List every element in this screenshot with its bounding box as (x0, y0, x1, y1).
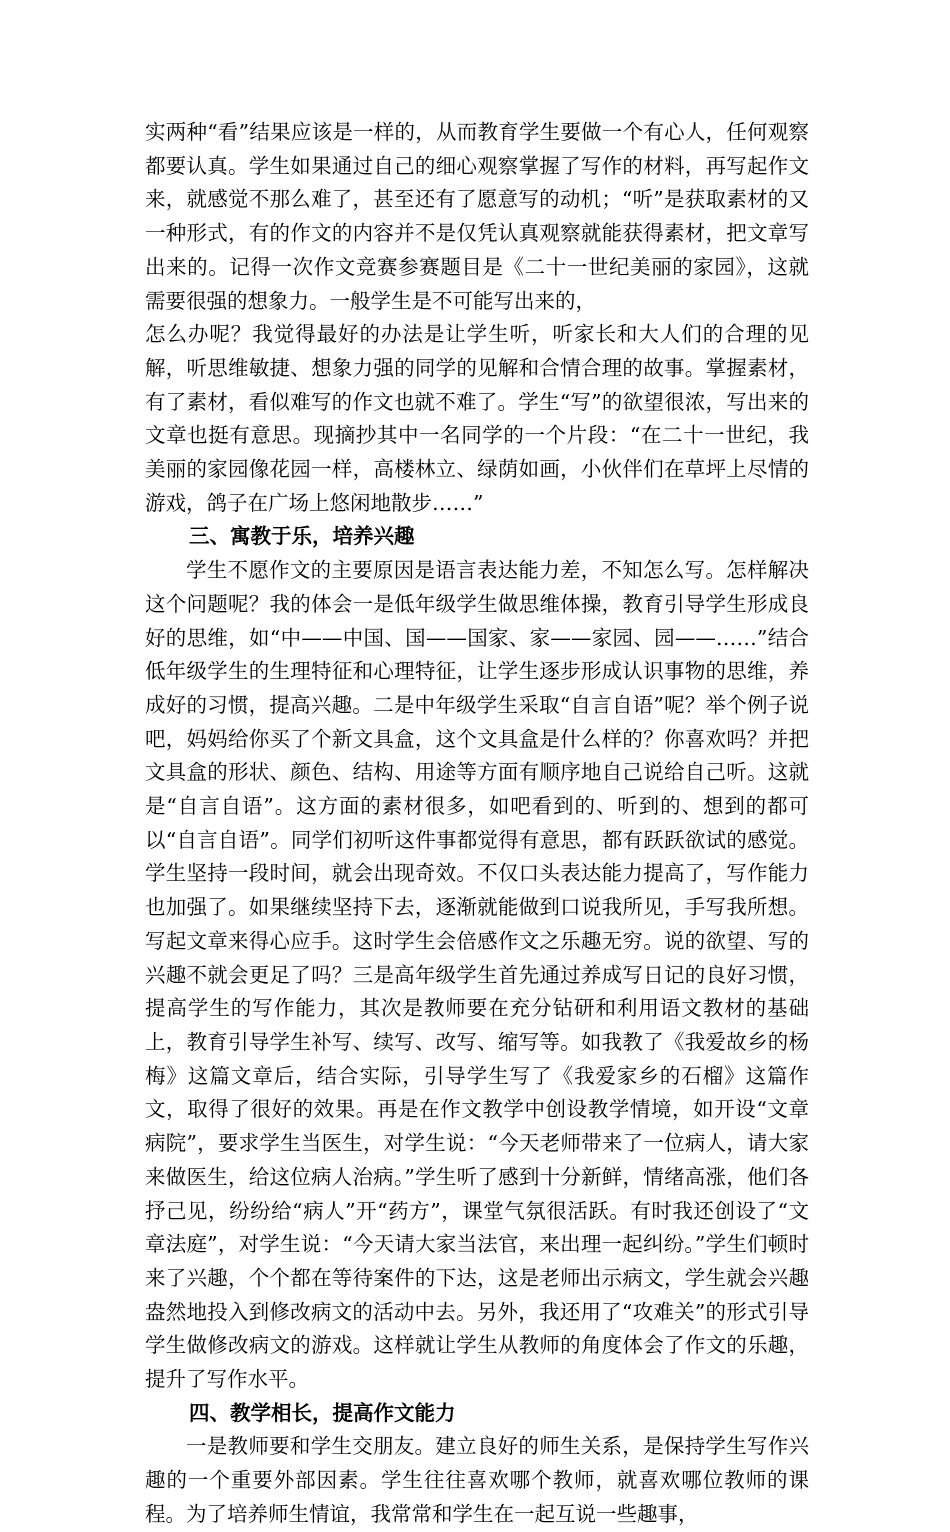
section-heading-3: 三、寓教于乐，培养兴趣 (189, 524, 415, 549)
section-heading-4: 四、教学相长，提高作文能力 (189, 1400, 456, 1425)
section-4-body: 一是教师要和学生交朋友。建立良好的师生关系，是保持学生写作兴趣的一个重要外部因素。学生往往喜欢哪个教师，就喜欢哪位教师的课程。为了培养师生情谊，我常常和学生在一起互说一些趣事， (145, 1434, 809, 1526)
paragraph-observation-listening: 实两种“看”结果应该是一样的，从而教育学生要做一个有心人，任何观察都要认真。学生如果通过自己的细心观察掌握了写作的材料，再写起作文来，就感觉不那么难了，甚至还有了愿意写的动机；“听”是获取素材的又一种形式，有的作文的内容并不是仅凭认真观察就能获得素材，把文章写出来的。记得一次作文竞赛参赛题目是《二十一世纪美丽的家园》，这就需要很强的想象力。一般学生是不可能写出来的， (145, 120, 809, 313)
paragraph-listening-example: 怎么办呢？我觉得最好的办法是让学生听，听家长和大人们的合理的见解，听思维敏捷、想象力强的同学的见解和合情合理的故事。掌握素材，有了素材，看似难写的作文也就不难了。学生“写”的欲望很浓，写出来的文章也挺有意思。现摘抄其中一名同学的一个片段：“在二十一世纪，我美丽的家园像花园一样，高楼林立、绿荫如画，小伙伴们在草坪上尽情的游戏，鸽子在广场上悠闲地散步……” (145, 322, 809, 515)
document-page (145, 116, 809, 1532)
section-3-body: 学生不愿作文的主要原因是语言表达能力差，不知怎么写。怎样解决这个问题呢？我的体会一是低年级学生做思维体操，教育引导学生形成良好的思维，如“中——中国、国——国家、家——家园、园——……”结合低年级学生的生理特征和心理特征，让学生逐步形成认识事物的思维，养成好的习惯，提高兴趣。二是中年级学生采取“自言自语”呢？举个例子说吧，妈妈给你买了个新文具盒，这个文具盒是什么样的？你喜欢吗？并把文具盒的形状、颜色、结构、用途等方面有顺序地自己说给自己听。这就是“自言自语”。这方面的素材很多，如吧看到的、听到的、想到的都可以“自言自语”。同学们初听这件事都觉得有意思，都有跃跃欲试的感觉。学生坚持一段时间，就会出现奇效。不仅口头表达能力提高了，写作能力也加强了。如果继续坚持下去，逐渐就能做到口说我所见，手写我所想。写起文章来得心应手。这时学生会倍感作文之乐趣无穷。说的欲望、写的兴趣不就会更足了吗？三是高年级学生首先通过养成写日记的良好习惯，提高学生的写作能力，其次是教师要在充分钻研和利用语文教材的基础上，教育引导学生补写、续写、改写、缩写等。如我教了《我爱故乡的杨梅》这篇文章后，结合实际，引导学生写了《我爱家乡的石榴》这篇作文，取得了很好的效果。再是在作文教学中创设教学情境，如开设“文章病院”，要求学生当医生，对学生说：“今天老师带来了一位病人，请大家来做医生，给这位病人治病。”学生听了感到十分新鲜，情绪高涨，他们各抒己见，纷纷给“病人”开“药方”，课堂气氛很活跃。有时我还创设了“文章法庭”，对学生说：“今天请大家当法官，来出理一起纠纷。”学生们顿时来了兴趣，个个都在等待案件的下达，这是老师出示病文，学生就会兴趣盎然地投入到修改病文的活动中去。另外，我还用了“攻难关”的形式引导学生做修改病文的游戏。这样就让学生从教师的角度体会了作文的乐趣，提升了写作水平。 (145, 558, 809, 1392)
